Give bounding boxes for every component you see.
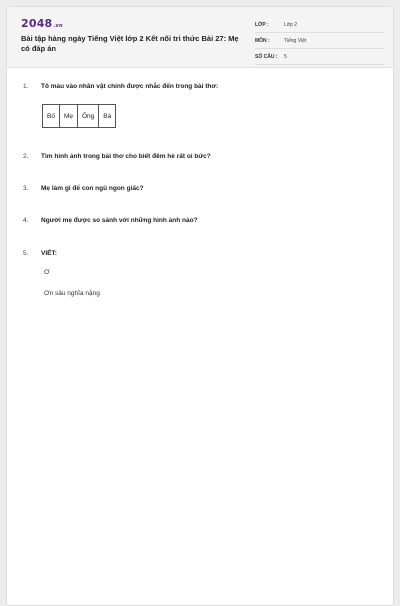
meta-label: LỚP : <box>255 21 269 28</box>
question-number: 3. <box>23 185 29 192</box>
question-text: Tô màu vào nhân vật chính được nhắc đến trong bài thơ: <box>41 83 219 90</box>
question-2 <box>23 153 211 160</box>
writing-letter: Ơ <box>44 269 50 276</box>
character-option-ba[interactable]: Bà <box>103 112 112 120</box>
logo-main: 2048 <box>21 17 53 30</box>
question-4 <box>23 217 198 224</box>
question-text: Mẹ làm gì để con ngủ ngon giấc? <box>41 185 144 192</box>
worksheet-meta <box>255 17 385 65</box>
meta-value: Tiếng Việt <box>284 37 307 44</box>
character-options <box>42 104 116 128</box>
writing-phrase: Ơn sâu nghĩa nặng <box>44 290 100 297</box>
character-option-me[interactable]: Mẹ <box>60 105 78 127</box>
meta-row-grade <box>255 17 385 33</box>
worksheet-title: Bài tập hàng ngày Tiếng Việt lớp 2 Kết nối tri thức Bài 27: Mẹ có đáp án <box>21 34 239 53</box>
question-text: Tìm hình ảnh trong bài thơ cho biết đêm hè rất oi bức? <box>41 153 211 160</box>
meta-row-subject <box>255 33 385 49</box>
worksheet <box>6 6 394 606</box>
site-logo[interactable] <box>21 17 63 30</box>
meta-value: Lớp 2 <box>284 21 298 28</box>
question-1 <box>23 83 218 90</box>
meta-label: SỐ CÂU : <box>255 53 278 60</box>
character-option-ong[interactable]: Ông <box>78 105 99 127</box>
logo-suffix: .vn <box>53 23 63 29</box>
question-text: VIẾT: <box>41 250 57 257</box>
worksheet-header <box>7 7 393 68</box>
question-number: 4. <box>23 217 29 224</box>
meta-label: MÔN : <box>255 37 270 44</box>
question-5 <box>23 250 57 257</box>
character-option-bo[interactable]: Bố <box>43 105 60 127</box>
meta-value: 5 <box>284 53 287 60</box>
question-number: 5. <box>23 250 29 257</box>
question-text: Người mẹ được so sánh với những hình ảnh nào? <box>41 217 198 224</box>
question-3 <box>23 185 144 192</box>
question-number: 1. <box>23 83 29 90</box>
question-number: 2. <box>23 153 29 160</box>
meta-row-question-count <box>255 49 385 65</box>
